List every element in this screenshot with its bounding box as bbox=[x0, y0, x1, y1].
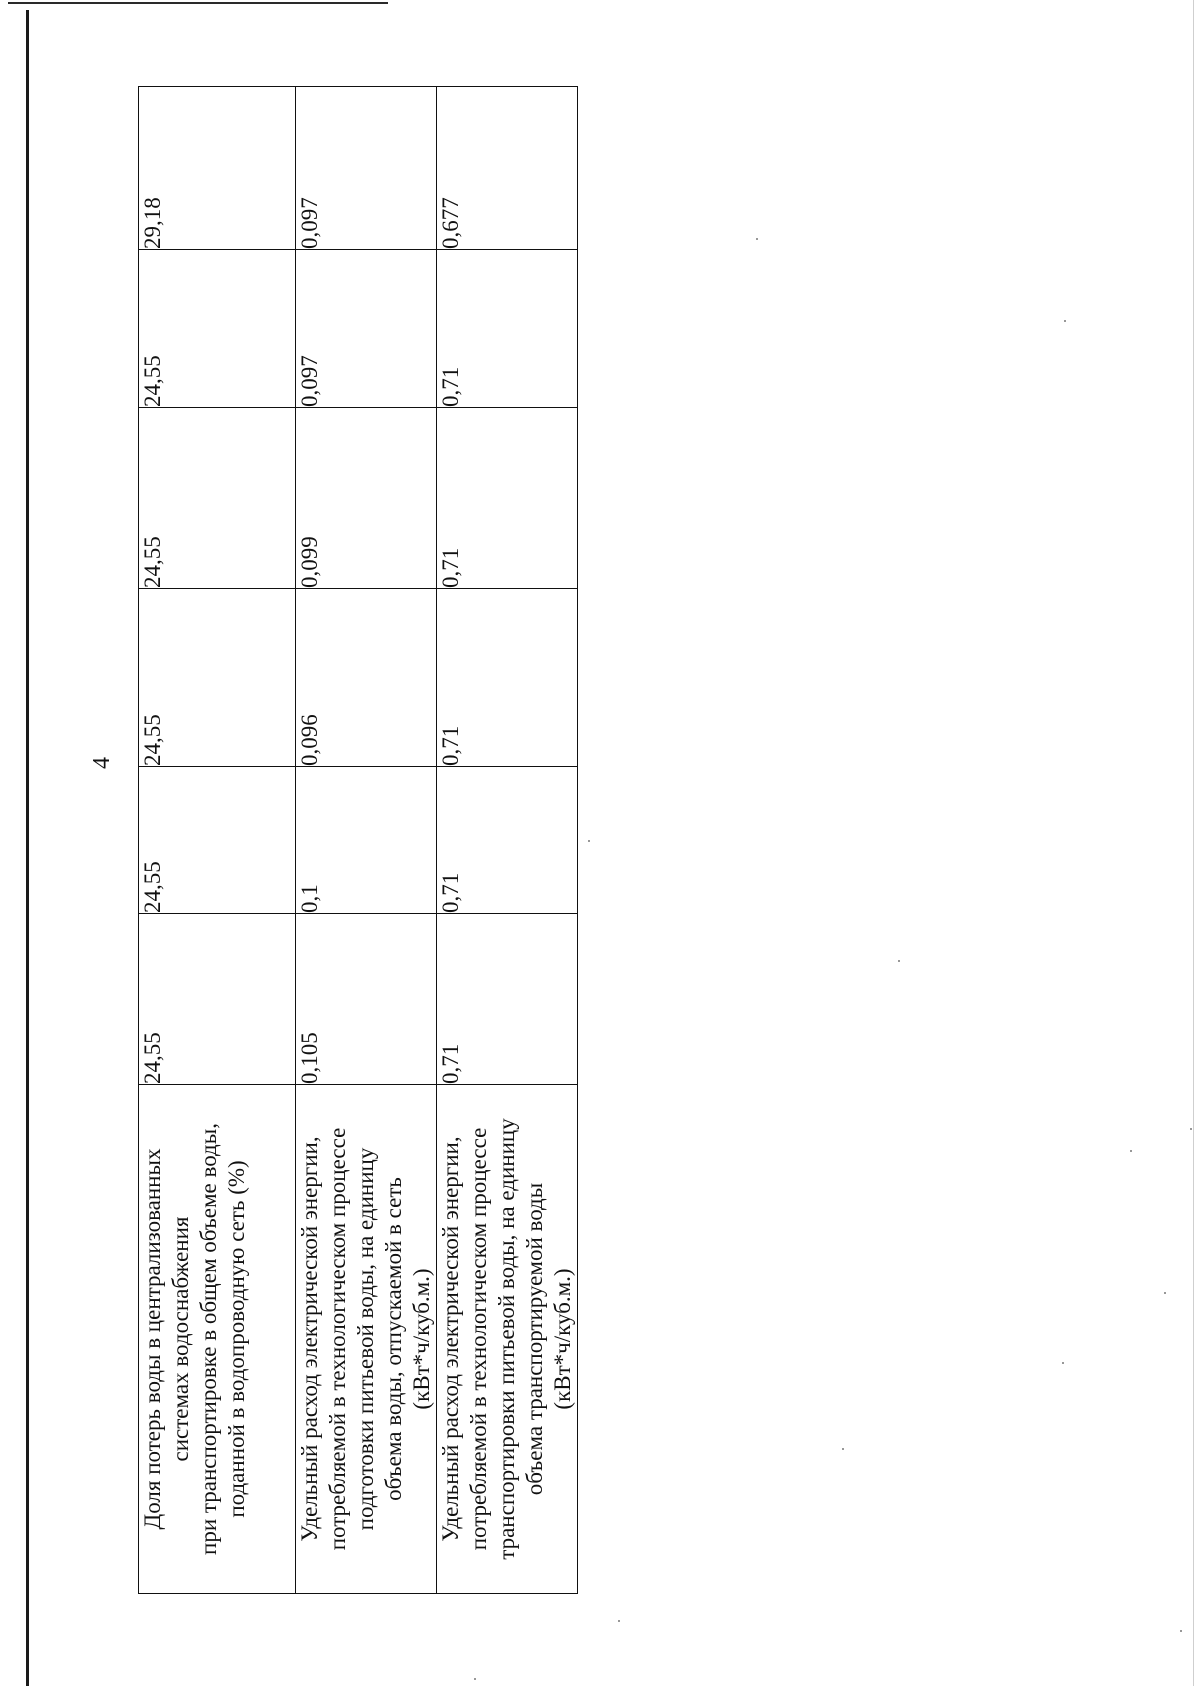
table-cell: 0,71 bbox=[437, 250, 578, 408]
table-cell: 24,55 bbox=[139, 589, 296, 767]
scan-speck bbox=[756, 238, 758, 240]
table-cell: 24,55 bbox=[139, 767, 296, 914]
scan-edge-left bbox=[26, 10, 29, 1686]
label-line: (кВт*ч/куб.м.) bbox=[409, 1268, 434, 1410]
table-cell: 0,71 bbox=[437, 767, 578, 914]
rotated-sheet bbox=[58, 82, 598, 1622]
table-cell: 29,18 bbox=[139, 87, 296, 250]
table-cell: 0,71 bbox=[437, 914, 578, 1085]
table-row bbox=[437, 87, 578, 1594]
label-line: Удельный расход электрической энергии, bbox=[297, 1136, 322, 1542]
table-cell: 24,55 bbox=[139, 408, 296, 589]
scan-speck bbox=[1164, 1292, 1166, 1294]
scan-speck bbox=[1180, 1630, 1182, 1632]
label-line: потребляемой в технологическом процессе bbox=[325, 1127, 350, 1551]
scan-speck bbox=[1130, 1150, 1132, 1152]
table-cell: 0,677 bbox=[437, 87, 578, 250]
table-cell: 0,105 bbox=[296, 914, 437, 1085]
table-cell: 24,55 bbox=[139, 250, 296, 408]
indicators-table bbox=[138, 86, 578, 1594]
scan-speck bbox=[1062, 1362, 1064, 1364]
row-label bbox=[296, 1085, 437, 1594]
table-cell: 0,097 bbox=[296, 250, 437, 408]
label-line: Удельный расход электрической энергии, bbox=[438, 1136, 463, 1542]
table-cell: 0,096 bbox=[296, 589, 437, 767]
table-cell: 0,71 bbox=[437, 408, 578, 589]
label-line: объема транспортируемой воды bbox=[522, 1182, 547, 1496]
table-row bbox=[296, 87, 437, 1594]
scan-speck bbox=[618, 1620, 620, 1622]
table-cell: 0,71 bbox=[437, 589, 578, 767]
label-line: системах водоснабжения bbox=[168, 1216, 193, 1462]
label-line: (кВт*ч/куб.м.) bbox=[550, 1268, 575, 1410]
table-row bbox=[139, 87, 296, 1594]
label-line: при транспортировке в общем объеме воды, bbox=[196, 1123, 221, 1555]
scan-speck bbox=[1190, 1128, 1192, 1130]
row-label bbox=[437, 1085, 578, 1594]
scan-speck bbox=[842, 1448, 844, 1450]
table-cell: 0,1 bbox=[296, 767, 437, 914]
label-line: потребляемой в технологическом процессе bbox=[466, 1127, 491, 1551]
scan-edge-right bbox=[1193, 0, 1194, 1686]
table-cell: 24,55 bbox=[139, 914, 296, 1085]
row-label bbox=[139, 1085, 296, 1594]
scan-speck bbox=[1064, 320, 1066, 322]
scan-speck bbox=[474, 1678, 476, 1680]
label-line: подготовки питьевой воды, на единицу bbox=[353, 1147, 378, 1531]
label-line: объема воды, отпускаемой в сеть bbox=[381, 1177, 406, 1501]
scan-speck bbox=[898, 960, 900, 962]
label-line: поданной в водопроводную сеть (%) bbox=[224, 1160, 249, 1518]
table-cell: 0,097 bbox=[296, 87, 437, 250]
label-line: Доля потерь воды в централизованных bbox=[140, 1148, 165, 1530]
label-line: транспортировки питьевой воды, на единицу bbox=[494, 1118, 519, 1560]
page-number: 4 bbox=[89, 757, 115, 769]
table-cell: 0,099 bbox=[296, 408, 437, 589]
scan-edge-top bbox=[8, 2, 388, 4]
